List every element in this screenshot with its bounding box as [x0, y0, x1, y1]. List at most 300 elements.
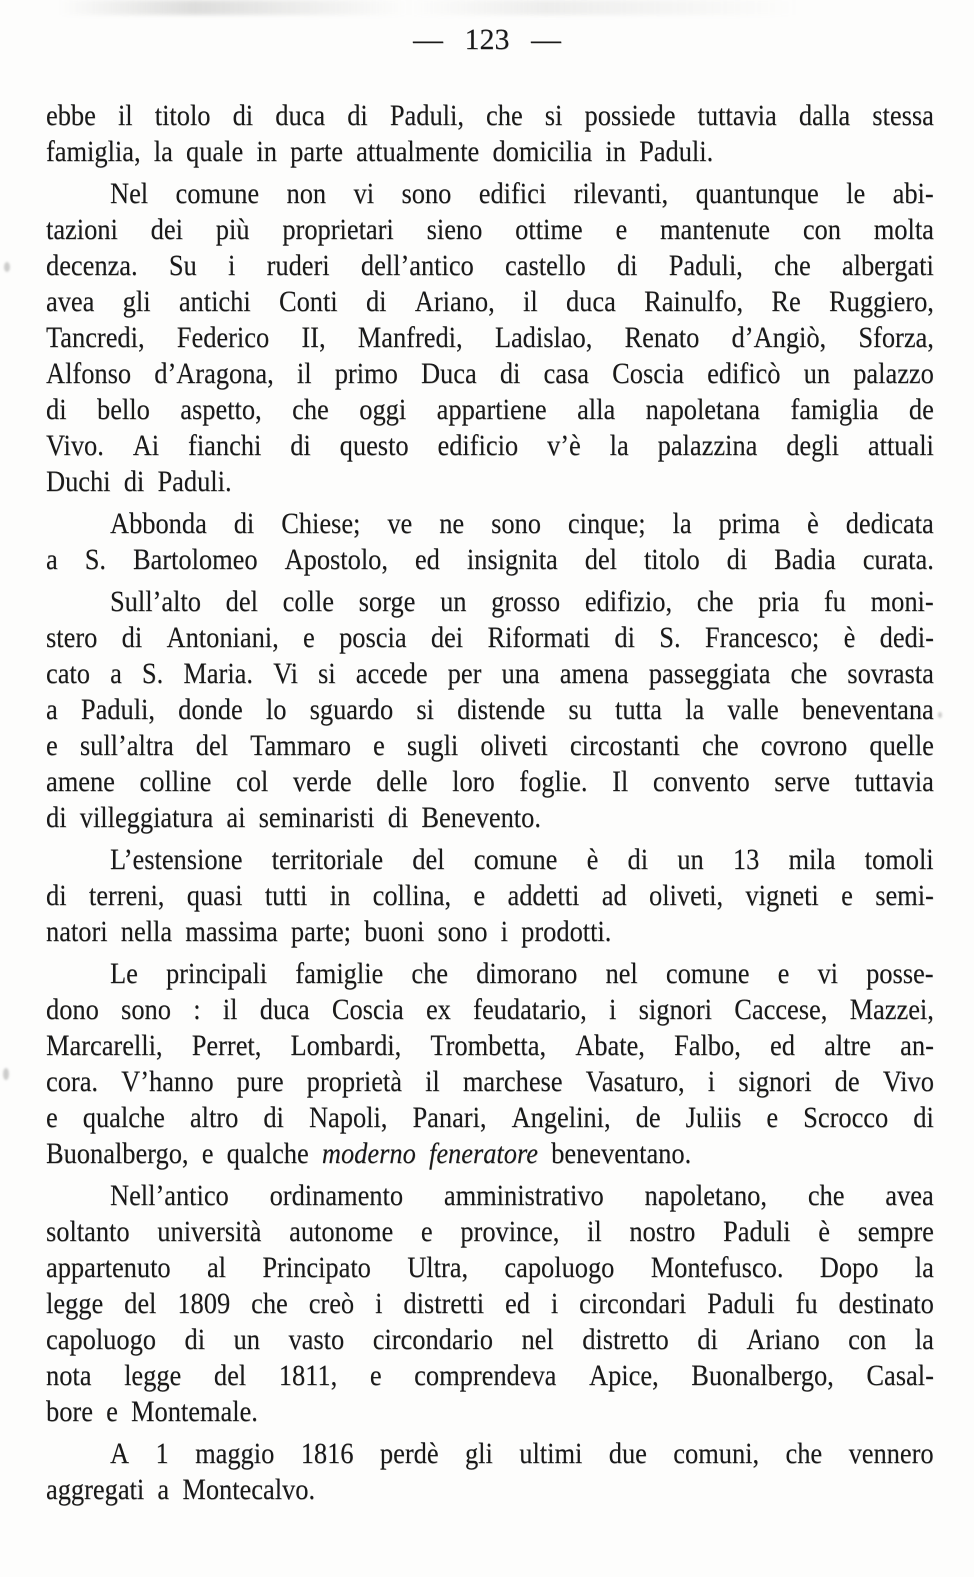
word: e — [303, 621, 315, 654]
word: S. — [141, 657, 164, 690]
word: duca — [259, 993, 310, 1026]
word: terreni, — [88, 879, 165, 912]
word: moni- — [870, 585, 934, 618]
word: quantunque — [695, 177, 819, 210]
word: oliveti, — [649, 879, 724, 912]
word: feneratore — [428, 1137, 538, 1170]
word: napoletano, — [644, 1179, 767, 1212]
word: fu — [795, 1287, 818, 1320]
text-line — [46, 356, 934, 392]
word: Panari, — [412, 1101, 487, 1134]
word: moderno — [321, 1137, 416, 1170]
text-line — [46, 656, 934, 692]
word: tutta — [615, 693, 662, 726]
word: università — [157, 1215, 262, 1248]
word: è — [807, 507, 819, 540]
word: Paduli, — [668, 249, 743, 282]
word: curata. — [862, 543, 934, 576]
word: il — [523, 285, 538, 318]
word: questo — [339, 429, 409, 462]
word: Ultra, — [407, 1251, 469, 1284]
word: famiglie — [295, 957, 384, 990]
word: i — [609, 993, 617, 1026]
word: ex — [425, 993, 451, 1026]
word: covrono — [760, 729, 848, 762]
word: sugli — [406, 729, 459, 762]
word: di — [499, 357, 521, 390]
word: primo — [334, 357, 398, 390]
word: di — [46, 393, 67, 426]
word: sono — [401, 177, 452, 210]
text-line — [46, 992, 934, 1028]
word: valle — [727, 693, 779, 726]
word: A — [110, 1437, 130, 1470]
word: sorge — [358, 585, 416, 618]
word: Angelini, — [511, 1101, 611, 1134]
word: amene — [46, 765, 115, 798]
word: Ruggiero, — [829, 285, 934, 318]
word: Vivo — [882, 1065, 934, 1098]
word: 1809 — [177, 1287, 231, 1320]
word: signori — [738, 1065, 812, 1098]
word: ad — [601, 879, 627, 912]
text-line — [46, 1358, 934, 1394]
word: Francesco; — [704, 621, 820, 654]
word: altro — [189, 1101, 239, 1134]
word: duca — [275, 99, 326, 132]
word: di — [263, 1101, 284, 1134]
word: creò — [308, 1287, 355, 1320]
word: Montemale. — [131, 1395, 258, 1428]
word: II, — [301, 321, 326, 354]
word: molta — [873, 213, 934, 246]
text-line — [46, 1136, 934, 1172]
text-line — [46, 1322, 934, 1358]
word: di — [347, 99, 368, 132]
word: prima — [718, 507, 781, 540]
text-line — [110, 956, 934, 992]
text-line — [46, 1286, 934, 1322]
word: che — [696, 585, 734, 618]
word: proprietà — [306, 1065, 402, 1098]
word: addetti — [507, 879, 580, 912]
word: tazioni — [46, 213, 118, 246]
word: i — [375, 1287, 383, 1320]
word: i — [227, 249, 236, 282]
word: colline — [139, 765, 212, 798]
text-line — [46, 1100, 934, 1136]
word: massima — [185, 915, 278, 948]
text-line — [46, 878, 934, 914]
word: Chiese; — [281, 507, 361, 540]
word: distende — [457, 693, 546, 726]
word: due — [608, 1437, 647, 1470]
word: quale — [186, 135, 244, 168]
word: rilevanti, — [573, 177, 669, 210]
word: i — [550, 1287, 559, 1320]
text-line — [46, 692, 934, 728]
word: napoletana — [645, 393, 760, 426]
word: circondari — [579, 1287, 687, 1320]
word: distretto — [582, 1323, 669, 1356]
word: è — [818, 1215, 830, 1248]
word: insignita — [466, 543, 558, 576]
text-line — [110, 1436, 934, 1472]
word: Nel — [110, 177, 149, 210]
word: legge — [124, 1359, 182, 1392]
text-line — [46, 1028, 934, 1064]
word: sieno — [426, 213, 483, 246]
word: amministrativo — [443, 1179, 604, 1212]
word: un — [440, 585, 467, 618]
word: 13 — [732, 843, 760, 876]
word: an- — [900, 1029, 934, 1062]
word: Nell’antico — [110, 1179, 229, 1212]
paragraph — [46, 584, 934, 836]
word: nel — [605, 957, 638, 990]
word: feudatario, — [473, 993, 587, 1026]
word: la — [914, 1323, 934, 1356]
word: famiglia, — [46, 135, 141, 168]
word: più — [215, 213, 250, 246]
text-line — [46, 284, 934, 320]
word: signori — [638, 993, 712, 1026]
word: vasto — [288, 1323, 345, 1356]
paragraph — [46, 1178, 934, 1430]
word: Ai — [132, 429, 160, 462]
word: sono — [491, 507, 541, 540]
text-line — [46, 392, 934, 428]
word: circondario — [372, 1323, 493, 1356]
word: parte — [290, 135, 343, 168]
word: e — [46, 1101, 58, 1134]
word: Il — [612, 765, 629, 798]
text-line — [46, 764, 934, 800]
word: di — [913, 1101, 934, 1134]
word: comune — [665, 957, 750, 990]
word: Trombetta, — [430, 1029, 547, 1062]
word: appartiene — [436, 393, 547, 426]
word: soltanto — [46, 1215, 130, 1248]
text-line — [46, 212, 934, 248]
word: Buonalbergo, — [46, 1137, 189, 1170]
text-line — [110, 506, 934, 542]
word: comune — [175, 177, 260, 210]
word: Su — [168, 249, 197, 282]
word: antichi — [178, 285, 251, 318]
word: comprendeva — [414, 1359, 557, 1392]
word: e — [777, 957, 790, 990]
text-line — [110, 1178, 934, 1214]
word: Vasaturo, — [585, 1065, 685, 1098]
word: pure — [236, 1065, 284, 1098]
paragraph — [46, 176, 934, 500]
word: dimorano — [476, 957, 578, 990]
word: 1811, — [278, 1359, 338, 1392]
word: i — [500, 915, 508, 948]
word: comuni, — [673, 1437, 760, 1470]
word: Abate, — [575, 1029, 645, 1062]
text-line — [46, 98, 934, 134]
word: fianchi — [188, 429, 262, 462]
text-line — [46, 542, 934, 578]
word: circostanti — [569, 729, 680, 762]
word: un — [677, 843, 704, 876]
word: in — [329, 879, 351, 912]
word: di — [365, 285, 387, 318]
word: d’Aragona, — [154, 357, 274, 390]
word: che — [785, 1437, 823, 1470]
word: Buonalbergo, — [691, 1359, 834, 1392]
word: edifizio, — [584, 585, 673, 618]
word: capoluogo — [504, 1251, 615, 1284]
word: vi — [353, 177, 375, 210]
word: la — [914, 1251, 934, 1284]
word: che — [774, 249, 811, 282]
text-line — [46, 464, 934, 500]
word: Paduli — [723, 1215, 791, 1248]
body-text — [46, 98, 934, 1514]
paragraph — [46, 506, 934, 578]
text-line — [46, 1394, 934, 1430]
word: sempre — [857, 1215, 934, 1248]
word: Paduli, — [80, 693, 155, 726]
word: e — [473, 879, 486, 912]
scan-artifact — [938, 712, 942, 718]
scan-artifact — [3, 1068, 9, 1080]
word: del — [584, 543, 617, 576]
word: il — [586, 1215, 602, 1248]
word: : — [193, 993, 201, 1026]
text-line — [46, 728, 934, 764]
word: Renato — [624, 321, 700, 354]
word: degli — [786, 429, 839, 462]
word: che — [790, 657, 828, 690]
word: sono — [437, 915, 488, 948]
word: Coscia — [331, 993, 404, 1026]
word: gli — [464, 1437, 493, 1470]
word: palazzina — [657, 429, 758, 462]
word: nel — [521, 1323, 554, 1356]
text-line — [46, 1214, 934, 1250]
word: il — [117, 99, 133, 132]
word: e — [201, 1137, 214, 1170]
word: appartenuto — [46, 1251, 171, 1284]
word: ebbe — [46, 99, 96, 132]
word: e — [766, 1101, 779, 1134]
word: Napoli, — [308, 1101, 388, 1134]
word: vi — [817, 957, 838, 990]
word: mila — [788, 843, 836, 876]
word: si — [544, 99, 563, 132]
word: foglie. — [519, 765, 588, 798]
word: ne — [439, 507, 465, 540]
word: Federico — [176, 321, 270, 354]
word: natori — [46, 915, 108, 948]
word: tuttavia — [697, 99, 777, 132]
word: che — [486, 99, 523, 132]
word: sguardo — [309, 693, 394, 726]
text-line — [46, 914, 934, 950]
word: Re — [771, 285, 801, 318]
word: del — [124, 1287, 157, 1320]
word: e — [841, 879, 853, 912]
word: poscia — [339, 621, 407, 654]
word: altre — [824, 1029, 871, 1062]
word: de — [908, 393, 934, 426]
word: di — [697, 1323, 718, 1356]
word: la — [153, 135, 173, 168]
word: convento — [652, 765, 750, 798]
word: a — [157, 1473, 170, 1506]
word: posse- — [866, 957, 934, 990]
word: con — [802, 213, 841, 246]
word: di — [46, 801, 67, 834]
word: dedicata — [845, 507, 934, 540]
paragraph — [46, 98, 934, 170]
word: Paduli. — [157, 465, 232, 498]
word: dono — [46, 993, 99, 1026]
word: de — [635, 1101, 661, 1134]
word: di — [232, 99, 254, 132]
word: Duchi — [46, 465, 111, 498]
word: di — [184, 1323, 206, 1356]
word: edificò — [707, 357, 781, 390]
word: comune — [473, 843, 558, 876]
word: legge — [46, 1287, 104, 1320]
word: su — [568, 693, 592, 726]
word: il — [425, 1065, 440, 1098]
word: S. — [84, 543, 106, 576]
word: Sforza, — [858, 321, 934, 354]
word: parte; — [290, 915, 352, 948]
word: stessa — [872, 99, 934, 132]
word: in — [256, 135, 277, 168]
word: Scrocco — [803, 1101, 889, 1134]
text-line — [46, 320, 934, 356]
word: avea — [885, 1179, 934, 1212]
word: dalla — [798, 99, 851, 132]
word: cinque; — [567, 507, 646, 540]
word: accede — [355, 657, 428, 690]
word: oggi — [359, 393, 407, 426]
word: alla — [577, 393, 616, 426]
word: ed — [769, 1029, 795, 1062]
word: semi- — [875, 879, 934, 912]
word: V’hanno — [121, 1065, 214, 1098]
word: pria — [758, 585, 800, 618]
word: per — [447, 657, 482, 690]
word: e — [369, 1359, 382, 1392]
word: in — [605, 135, 626, 168]
word: destinato — [838, 1287, 934, 1320]
word: nostro — [629, 1215, 696, 1248]
word: al — [206, 1251, 227, 1284]
word: Paduli, — [389, 99, 464, 132]
word: Coscia — [612, 357, 685, 390]
word: edifici — [478, 177, 547, 210]
word: di — [123, 465, 145, 498]
word: delle — [376, 765, 428, 798]
word: del — [213, 1359, 247, 1392]
word: titolo — [643, 543, 700, 576]
word: loro — [452, 765, 495, 798]
word: oliveti — [480, 729, 548, 762]
word: di — [616, 249, 638, 282]
word: casa — [543, 357, 589, 390]
word: sull’altra — [79, 729, 174, 762]
word: Antoniani, — [166, 621, 279, 654]
word: Benevento. — [421, 801, 541, 834]
word: Marcarelli, — [46, 1029, 163, 1062]
word: albergati — [841, 249, 934, 282]
word: vennero — [848, 1437, 934, 1470]
word: passeggiata — [648, 657, 771, 690]
word: perdè — [379, 1437, 439, 1470]
word: e — [106, 1395, 118, 1428]
paragraph — [46, 956, 934, 1172]
word: proprietari — [282, 213, 394, 246]
word: Maria. — [183, 657, 253, 690]
word: di — [290, 429, 311, 462]
word: aggregati — [46, 1473, 145, 1506]
word: bello — [97, 393, 150, 426]
word: sono — [121, 993, 171, 1026]
word: marchese — [462, 1065, 563, 1098]
word: Lombardi, — [290, 1029, 402, 1062]
word: maggio — [195, 1437, 275, 1470]
word: ottime — [515, 213, 583, 246]
word: beneventano. — [551, 1137, 692, 1170]
word: ordinamento — [269, 1179, 404, 1212]
text-line — [46, 800, 934, 836]
word: Falbo, — [674, 1029, 741, 1062]
word: Duca — [420, 357, 477, 390]
word: Montecalvo. — [182, 1473, 316, 1506]
word: un — [233, 1323, 260, 1356]
word: attuali — [867, 429, 934, 462]
word: duca — [565, 285, 616, 318]
word: colle — [282, 585, 334, 618]
word: qualche — [226, 1137, 309, 1170]
word: qualche — [82, 1101, 165, 1134]
word: tomoli — [864, 843, 934, 876]
word: Juliis — [685, 1101, 742, 1134]
word: mantenute — [660, 213, 770, 246]
word: il — [222, 993, 238, 1026]
word: tutti — [264, 879, 308, 912]
text-line — [46, 620, 934, 656]
word: ai — [226, 801, 246, 834]
word: Abbonda — [110, 507, 207, 540]
word: Tammaro — [250, 729, 351, 762]
word: Ladislao, — [494, 321, 593, 354]
text-line — [110, 842, 934, 878]
word: Sull’alto — [110, 585, 201, 618]
word: vigneti — [745, 879, 819, 912]
word: nella — [120, 915, 173, 948]
word: ed — [414, 543, 440, 576]
word: quelle — [869, 729, 934, 762]
word: territoriale — [271, 843, 384, 876]
word: buoni — [364, 915, 425, 948]
word: la — [685, 693, 705, 726]
word: nota — [46, 1359, 92, 1392]
word: titolo — [154, 99, 211, 132]
word: fu — [823, 585, 846, 618]
word: di — [121, 621, 143, 654]
word: si — [318, 657, 336, 690]
